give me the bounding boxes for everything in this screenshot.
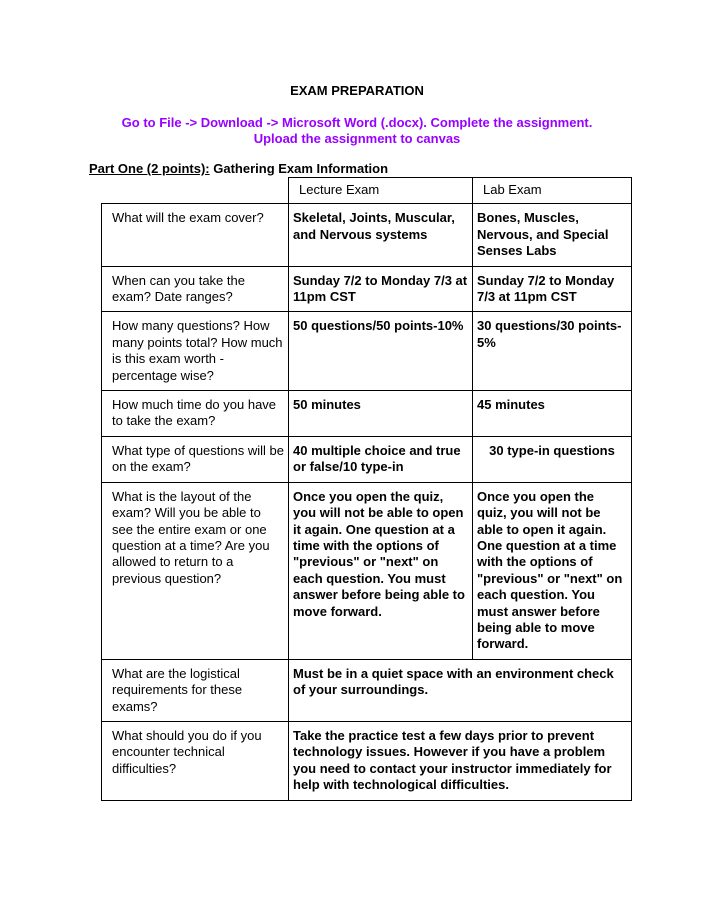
document-title: EXAM PREPARATION — [290, 83, 424, 98]
row-question: How much time do you have to take the exam? — [102, 391, 289, 437]
table-header-row — [102, 178, 632, 204]
header-lecture-exam: Lecture Exam — [289, 178, 473, 204]
row-lecture-answer: 50 questions/50 points-10% — [289, 312, 473, 391]
table-row — [102, 721, 632, 800]
row-lab-answer: 30 questions/30 points- 5% — [473, 312, 632, 391]
header-lab-exam: Lab Exam — [473, 178, 632, 204]
table-row — [102, 436, 632, 482]
table-row — [102, 391, 632, 437]
exam-info-table — [101, 177, 632, 801]
instructions-line-1: Go to File -> Download -> Microsoft Word (.docx). Complete the assignment. — [121, 115, 593, 130]
instructions-line-2: Upload the assignment to canvas — [253, 131, 461, 146]
row-lab-answer: Sunday 7/2 to Monday 7/3 at 11pm CST — [473, 266, 632, 312]
row-lecture-answer: Sunday 7/2 to Monday 7/3 at 11pm CST — [289, 266, 473, 312]
table-row — [102, 659, 632, 721]
row-question: What will the exam cover? — [102, 204, 289, 266]
row-lecture-answer: 50 minutes — [289, 391, 473, 437]
table-row — [102, 266, 632, 312]
row-question: What type of questions will be on the exam? — [102, 436, 289, 482]
row-lab-answer: Bones, Muscles, Nervous, and Special Senses Labs — [473, 204, 632, 266]
row-question: What is the layout of the exam? Will you be able to see the entire exam or one question at a time? Are you allowed to return to a previous question? — [102, 482, 289, 659]
row-question: How many questions? How many points total? How much is this exam worth - percentage wise? — [102, 312, 289, 391]
table-row — [102, 204, 632, 266]
header-blank-cell — [102, 178, 289, 204]
part-one-subtitle: Gathering Exam Information — [209, 161, 389, 176]
part-one-heading — [89, 161, 388, 177]
row-question: What should you do if you encounter technical difficulties? — [102, 721, 289, 800]
row-question: What are the logistical requirements for these exams? — [102, 659, 289, 721]
row-combined-answer: Must be in a quiet space with an environment check of your surroundings. — [289, 659, 632, 721]
table-row — [102, 312, 632, 391]
table-row — [102, 482, 632, 659]
row-lecture-answer: Once you open the quiz, you will not be able to open it again. One question at a time with the options of "previous" or "next" on each question. You must answer before being able to move forward. — [289, 482, 473, 659]
part-one-label: Part One (2 points): — [89, 161, 210, 176]
row-lab-answer: 30 type-in questions — [473, 436, 632, 482]
row-combined-answer: Take the practice test a few days prior to prevent technology issues. However if you have a problem you need to contact your instructor immediately for help with technological difficulties. — [289, 721, 632, 800]
row-lab-answer: 45 minutes — [473, 391, 632, 437]
row-lecture-answer: 40 multiple choice and true or false/10 type-in — [289, 436, 473, 482]
row-question: When can you take the exam? Date ranges? — [102, 266, 289, 312]
row-lab-answer: Once you open the quiz, you will not be able to open it again. One question at a time with the options of "previous" or "next" on each question. You must answer before being able to move forward. — [473, 482, 632, 659]
row-lecture-answer: Skeletal, Joints, Muscular, and Nervous systems — [289, 204, 473, 266]
instructions — [0, 115, 714, 147]
